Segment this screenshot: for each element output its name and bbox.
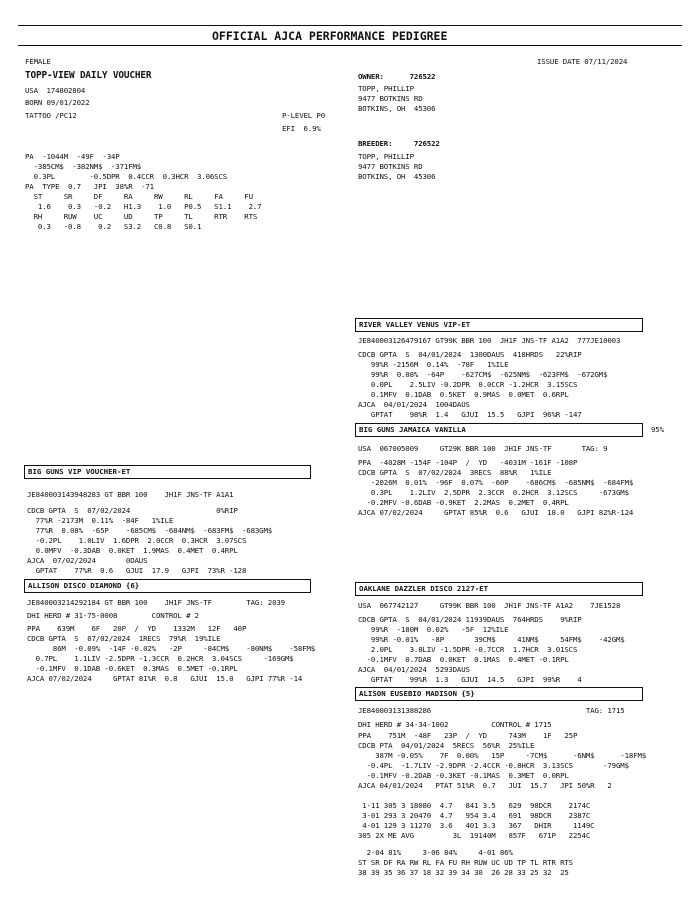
sd-line: PPA -4028M -154F -104P / YD -4031M -161F -108P xyxy=(358,458,578,467)
page-title: OFFICIAL AJCA PERFORMANCE PEDIGREE xyxy=(212,29,448,43)
ds-line: 99%R -0.01% -8P 39CM$ 41NM$ 54FM$ -42GM$ xyxy=(358,635,625,644)
sd-line: USA 067005009 GT29K BBR 100 JH1F JNS-TF TAG: 9 xyxy=(358,444,608,453)
animal-born: BORN 09/01/2022 xyxy=(25,98,90,107)
ds-name: OAKLANE DAZZLER DISCO 2127-ET xyxy=(359,584,489,593)
pa-line: ST SR DF RA RW RL FA FU xyxy=(25,192,253,201)
sire-line: 77%R 0.08% -65P -685CM$ -684NM$ -683FM$ -683GM$ xyxy=(27,526,273,535)
animal-reg: USA 174802804 xyxy=(25,86,86,95)
ss-line: 99%R 0.08% -64P -627CM$ -625NM$ -623FM$ -672GM$ xyxy=(358,370,608,379)
dam-line: 86M -0.09% -14F -0.02% -2P -84CM$ -80NM$ -58FM$ xyxy=(27,644,316,653)
pa-line: PA -1044M -49F -34P xyxy=(25,152,120,161)
sire-line: AJCA 07/02/2024 0DAUS xyxy=(27,556,148,565)
animal-plevel: P-LEVEL P0 xyxy=(282,111,325,120)
ds-line: GPTAT 99%R 1.3 GJUI 14.5 GJPI 99%R 4 xyxy=(358,675,582,684)
sd-pct: 95% xyxy=(651,425,664,434)
owner-line: 9477 BOTKINS RD xyxy=(358,94,423,103)
ss-line: 0.1MFV 0.1DAB 0.5KET 0.9MAS 0.0MET 0.6RPL xyxy=(358,390,569,399)
animal-sex: FEMALE xyxy=(25,57,51,66)
ss-line: GPTAT 98%R 1.4 GJUI 15.5 GJPI 96%R -147 xyxy=(358,410,582,419)
dd-line: 387M -0.05% 7F 0.00% 15P -7CM$ -6NM$ -18FM$ xyxy=(358,751,647,760)
breeder-line: TOPP, PHILLIP xyxy=(358,152,414,161)
dam-line: 0.7PL 1.1LIV -2.5DPR -1.3CCR 0.2HCR 3.04SCS -169GM$ xyxy=(27,654,294,663)
sire-line: JE840003143948283 GT BBR 100 JH1F JNS-TF A1A1 xyxy=(27,490,234,499)
ds-line: USA 067742127 GT99K BBR 100 JH1F JNS-TF A1A2 7JE1528 xyxy=(358,601,621,610)
dam-line: AJCA 07/02/2024 GPTAT 81%R 0.8 GJUI 15.0 GJPI 77%R -14 xyxy=(27,674,303,683)
header-bottom-rule xyxy=(18,45,682,46)
pa-line: -385CM$ -382NM$ -371FM$ xyxy=(25,162,142,171)
sire-line: 0.0MFV -0.3DAB 0.0KET 1.9MAS 0.4MET 0.4RPL xyxy=(27,546,238,555)
animal-name: TOPP-VIEW DAILY VOUCHER xyxy=(25,70,152,81)
pa-line: RH RUW UC UD TP TL RTR RTS xyxy=(25,212,258,221)
dd-line: CDCB PTA 04/01/2024 5RECS 56%R 25%ILE xyxy=(358,741,535,750)
sd-line: -2026M 0.01% -96F 0.07% -60P -686CM$ -685NM$ -684FM$ xyxy=(358,478,634,487)
dd-lactation-avg: 305 2X ME AVG 3L 19140M 857F 671P 2254C xyxy=(358,831,591,840)
sire-line: GPTAT 77%R 0.6 GJUI 17.9 GJPI 73%R -128 xyxy=(27,566,247,575)
issue-date: ISSUE DATE 07/11/2024 xyxy=(537,57,628,66)
breeder-label: BREEDER: 726522 xyxy=(358,139,440,148)
ds-line: 2.0PL 3.8LIV -1.5DPR -0.7CCR 1.7HCR 3.01SCS xyxy=(358,645,578,654)
pa-line: PA TYPE 0.7 JPI 38%R -71 xyxy=(25,182,154,191)
dam-name: ALLISON DISCO DIAMOND {6} xyxy=(28,581,140,590)
dd-name: ALISON EUSEBIO MADISON {5} xyxy=(359,689,475,698)
sire-line: 77%R -2173M 0.11% -84F 1%ILE xyxy=(27,516,174,525)
ss-line: 0.0PL 2.5LIV -0.2DPR 0.0CCR -1.2HCR 3.15SCS xyxy=(358,380,578,389)
dam-line: CDCB GPTA S 07/02/2024 1RECS 79%R 19%ILE xyxy=(27,634,221,643)
header-top-rule xyxy=(18,25,682,26)
breeder-line: 9477 BOTKINS RD xyxy=(358,162,423,171)
animal-tattoo: TATTOO /PC12 xyxy=(25,111,77,120)
dam-line: DHI HERD # 31-75-0008 CONTROL # 2 xyxy=(27,611,199,620)
dam-line: JE840003214292184 GT BBR 100 JH1F JNS-TF TAG: 2039 xyxy=(27,598,285,607)
pa-line: 0.3 -0.8 0.2 S3.2 C0.8 S0.1 xyxy=(25,222,202,231)
sire-line: CDCB GPTA S 07/02/2024 0%RIP xyxy=(27,506,238,515)
pa-line: 1.6 0.3 -0.2 H1.3 1.0 P0.5 S1.1 2.7 xyxy=(25,202,262,211)
dd-line: -0.4PL -1.7LIV -2.9DPR -2.4CCR -0.8HCR 3.13SCS -79GM$ xyxy=(358,761,629,770)
ds-line: CDCB GPTA S 04/01/2024 11939DAUS 764HRDS 9%RIP xyxy=(358,615,582,624)
breeder-line: BOTKINS, OH 45306 xyxy=(358,172,436,181)
sd-line: -0.2MFV -0.6DAB -0.9KET 2.2MAS 0.2MET 0.4RPL xyxy=(358,498,569,507)
ss-name: RIVER VALLEY VENUS VIP-ET xyxy=(359,320,471,329)
sd-line: CDCB GPTA S 07/02/2024 3RECS 88%R 1%ILE xyxy=(358,468,552,477)
ss-line: CDCB GPTA S 04/01/2024 1300DAUS 418HRDS 22%RIP xyxy=(358,350,582,359)
ds-line: AJCA 04/01/2024 5293DAUS xyxy=(358,665,470,674)
ds-line: 99%R -180M 0.02% -5F 12%ILE xyxy=(358,625,509,634)
sd-line: AJCA 07/02/2024 GPTAT 85%R 0.6 GJUI 18.0 GJPI 82%R-124 xyxy=(358,508,634,517)
dd-line: AJCA 04/01/2024 PTAT 51%R 0.7 JUI 15.7 JPI 50%R 2 xyxy=(358,781,612,790)
ss-line: JE840003126479167 GT99K BBR 100 JH1F JNS-TF A1A2 777JE10003 xyxy=(358,336,621,345)
dd-line: PPA 751M -48F 23P / YD 743M 1F 25P xyxy=(358,731,578,740)
ss-line: AJCA 04/01/2024 1004DAUS xyxy=(358,400,470,409)
sire-name: BIG GUNS VIP VOUCHER-ET xyxy=(28,467,131,476)
sd-line: 0.3PL 1.2LIV 2.5DPR 2.3CCR 0.2HCR 3.12SCS -673GM$ xyxy=(358,488,629,497)
animal-efi: EFI 6.9% xyxy=(282,124,321,133)
ss-line: 99%R -2156M 0.14% -78F 1%ILE xyxy=(358,360,509,369)
dd-classification: 2-04 81% 3-06 84% 4-01 86% xyxy=(358,848,513,857)
dam-line: PPA 639M 6F 20P / YD 1332M 12F 40P xyxy=(27,624,247,633)
owner-label: OWNER: 726522 xyxy=(358,72,436,81)
dd-line: JE840003131388286 TAG: 1715 xyxy=(358,706,625,715)
sd-name: BIG GUNS JAMAICA VANILLA xyxy=(359,425,466,434)
dd-type-values: 38 39 35 36 37 18 32 39 34 30 26 28 33 25 32 25 xyxy=(358,868,569,877)
dd-line: -0.1MFV -0.2DAB -0.3KET -0.1MAS 0.3MET 0.0RPL xyxy=(358,771,569,780)
dd-lactation-row: 1-11 305 3 18080 4.7 841 3.5 629 98DCR 2174C xyxy=(358,801,591,810)
sire-line: -0.2PL 1.0LIV 1.6DPR 2.0CCR 0.3HCR 3.07SCS xyxy=(27,536,247,545)
dd-lactation-row: 3-01 293 3 20470 4.7 954 3.4 691 98DCR 2387C xyxy=(358,811,591,820)
pa-line: 0.3PL -0.5DPR 0.4CCR 0.3HCR 3.06SCS xyxy=(25,172,228,181)
dd-line: DHI HERD # 34-34-1002 CONTROL # 1715 xyxy=(358,720,552,729)
dam-line: -0.1MFV 0.1DAB -0.6KET 0.3MAS 0.5MET -0.1RPL xyxy=(27,664,238,673)
ds-line: -0.1MFV 0.7DAB 0.0KET 0.1MAS 0.4MET -0.1RPL xyxy=(358,655,569,664)
owner-line: BOTKINS, OH 45306 xyxy=(358,104,436,113)
owner-line: TOPP, PHILLIP xyxy=(358,84,414,93)
dd-lactation-row: 4-01 129 3 11270 3.6 401 3.3 367 DHIR 1149C xyxy=(358,821,595,830)
dd-type-headers: ST SR DF RA RW RL FA FU RH RUW UC UD TP TL RTR RTS xyxy=(358,858,573,867)
